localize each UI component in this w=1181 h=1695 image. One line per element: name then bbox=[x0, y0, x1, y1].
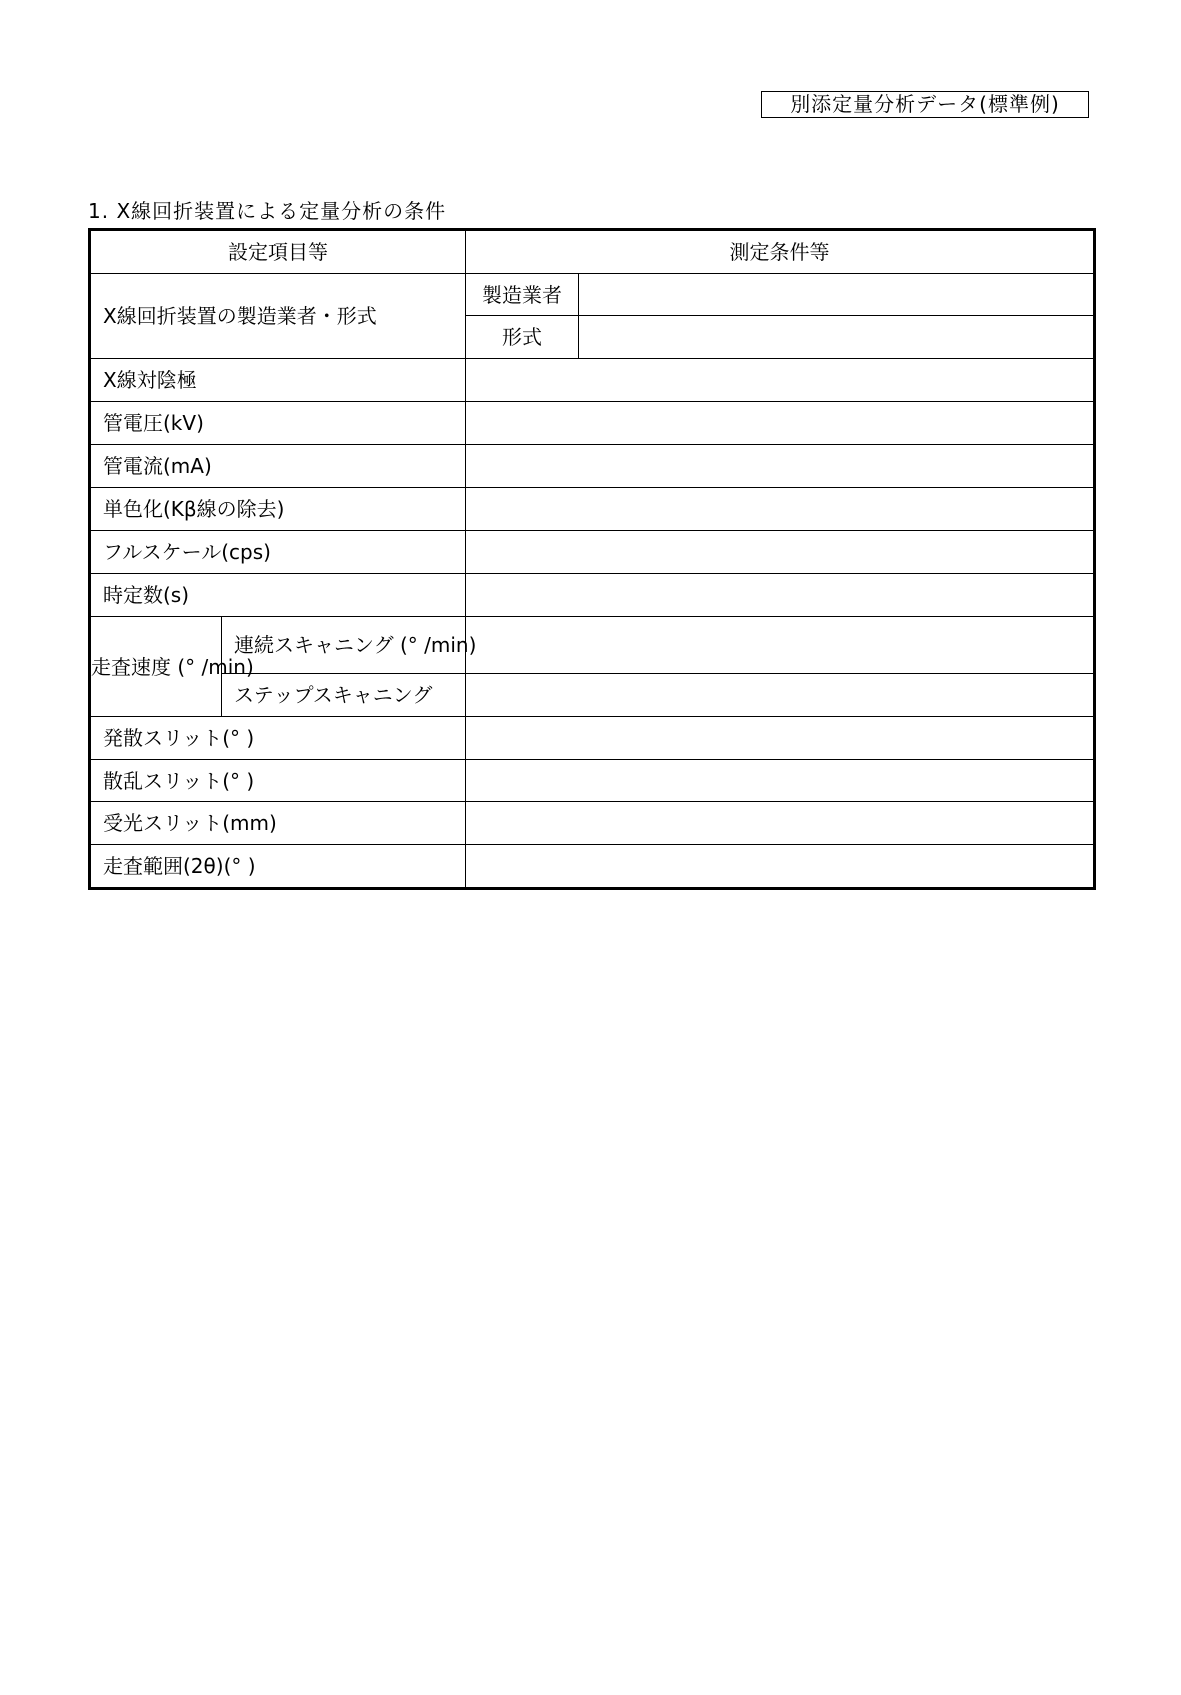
tube-voltage-label: 管電圧(kV) bbox=[90, 402, 466, 445]
continuous-scanning-value[interactable] bbox=[466, 617, 1095, 674]
table-row bbox=[90, 274, 1095, 316]
scan-range-label: 走査範囲(2θ)(° ) bbox=[90, 845, 466, 889]
divergence-slit-value[interactable] bbox=[466, 717, 1095, 760]
table-row bbox=[90, 359, 1095, 402]
table-row bbox=[90, 402, 1095, 445]
time-constant-label: 時定数(s) bbox=[90, 574, 466, 617]
manufacturer-value[interactable] bbox=[579, 274, 1095, 316]
monochromatization-label: 単色化(Kβ線の除去) bbox=[90, 488, 466, 531]
receiving-slit-label: 受光スリット(mm) bbox=[90, 802, 466, 845]
model-label: 形式 bbox=[466, 316, 579, 359]
table-row bbox=[90, 531, 1095, 574]
table-row bbox=[90, 717, 1095, 760]
full-scale-value[interactable] bbox=[466, 531, 1095, 574]
table-row bbox=[90, 574, 1095, 617]
target-value[interactable] bbox=[466, 359, 1095, 402]
step-scanning-label: ステップスキャニング bbox=[222, 674, 466, 717]
table-row bbox=[90, 760, 1095, 802]
section-title: 1. X線回折装置による定量分析の条件 bbox=[88, 199, 447, 223]
target-label: X線対陰極 bbox=[90, 359, 466, 402]
table-row bbox=[90, 488, 1095, 531]
instrument-maker-model-label: X線回折装置の製造業者・形式 bbox=[90, 274, 466, 359]
analysis-conditions-table bbox=[88, 228, 1096, 890]
scan-speed-label: 走査速度 (° /min) bbox=[90, 617, 222, 717]
model-value[interactable] bbox=[579, 316, 1095, 359]
table-row bbox=[90, 845, 1095, 889]
monochromatization-value[interactable] bbox=[466, 488, 1095, 531]
tube-current-value[interactable] bbox=[466, 445, 1095, 488]
header-measurement-conditions: 測定条件等 bbox=[466, 230, 1095, 274]
scatter-slit-value[interactable] bbox=[466, 760, 1095, 802]
scatter-slit-label: 散乱スリット(° ) bbox=[90, 760, 466, 802]
table-row bbox=[90, 445, 1095, 488]
table-row bbox=[90, 802, 1095, 845]
table-row bbox=[90, 617, 1095, 674]
table-header-row bbox=[90, 230, 1095, 274]
full-scale-label: フルスケール(cps) bbox=[90, 531, 466, 574]
divergence-slit-label: 発散スリット(° ) bbox=[90, 717, 466, 760]
table-row bbox=[90, 674, 1095, 717]
time-constant-value[interactable] bbox=[466, 574, 1095, 617]
header-setting-items: 設定項目等 bbox=[90, 230, 466, 274]
receiving-slit-value[interactable] bbox=[466, 802, 1095, 845]
step-scanning-value[interactable] bbox=[466, 674, 1095, 717]
scan-range-value[interactable] bbox=[466, 845, 1095, 889]
attachment-label: 別添定量分析データ(標準例) bbox=[761, 91, 1089, 118]
tube-voltage-value[interactable] bbox=[466, 402, 1095, 445]
tube-current-label: 管電流(mA) bbox=[90, 445, 466, 488]
continuous-scanning-label: 連続スキャニング (° /min) bbox=[222, 617, 466, 674]
manufacturer-label: 製造業者 bbox=[466, 274, 579, 316]
